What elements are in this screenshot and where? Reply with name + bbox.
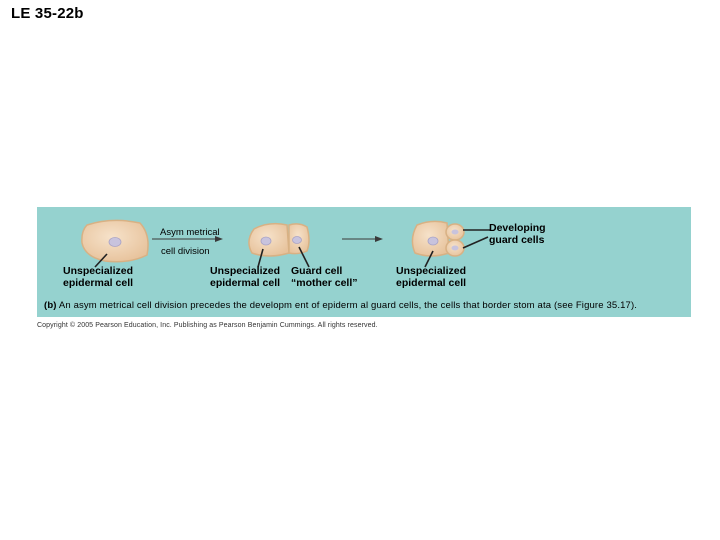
arrow-2	[342, 236, 383, 242]
label-asymmetrical: Asym metrical	[160, 227, 220, 238]
label-unspecialized-epidermal-cell-right: Unspecialized epidermal cell	[396, 265, 467, 289]
slide-title: LE 35-22b	[11, 5, 84, 22]
label-unspecialized-epidermal-cell-middle: Unspecialized epidermal cell	[210, 265, 281, 289]
label-guard-cell-mother-cell: Guard cell “mother cell”	[291, 265, 358, 289]
unspecialized-epidermal-cell-1	[82, 220, 148, 261]
dividing-cell	[249, 224, 309, 256]
figure-caption	[44, 300, 637, 311]
label-unspecialized-epidermal-cell-left: Unspecialized epidermal cell	[63, 265, 134, 289]
copyright-notice: Copyright © 2005 Pearson Education, Inc. Publishing as Pearson Benjamin Cummings. All rights reserved.	[37, 322, 378, 329]
caption-part-label: (b)	[44, 300, 57, 311]
label-cell-division: cell division	[161, 246, 210, 257]
label-developing-guard-cells: Developing guard cells	[489, 222, 546, 246]
cell-with-guard-cells	[412, 221, 464, 256]
caption-text: An asym metrical cell division precedes the developm ent of epiderm al guard cells, the cells that border stom ata (see Figure 35.17).	[58, 300, 638, 311]
